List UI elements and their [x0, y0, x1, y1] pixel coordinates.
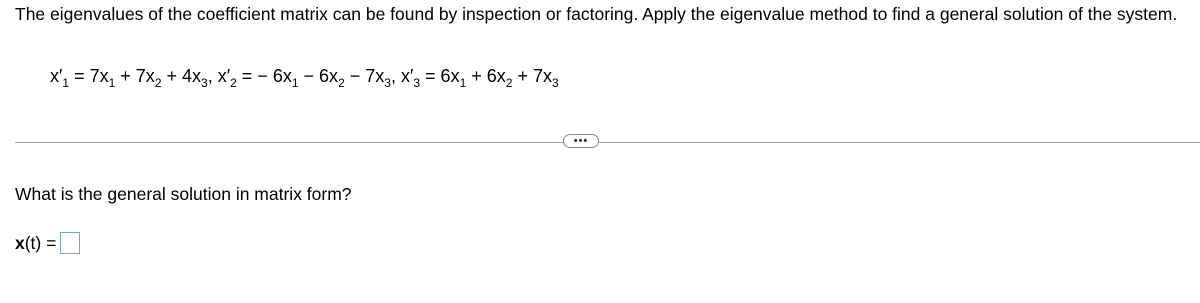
- divider-line: [15, 142, 1200, 143]
- eq-x2-prime: $x'_2$ = − $6x_1 - 6x_2 - 7x_3$: [217, 66, 391, 90]
- more-options-button[interactable]: •••: [563, 134, 599, 148]
- answer-input[interactable]: [60, 232, 80, 254]
- question-text: What is the general solution in matrix form?: [15, 184, 352, 204]
- answer-row: [15, 230, 80, 256]
- answer-label: [15, 233, 56, 254]
- divider: [15, 135, 1200, 147]
- answer-label-vector: x: [15, 232, 25, 253]
- problem-prompt: The eigenvalues of the coefficient matrix can be found by inspection or factoring. Apply the eigenvalue method to find a general solution of the system.: [15, 4, 1178, 24]
- eq-x3-prime: $x'_3 = 6x_1 + 6x_2 + 7x_3$: [400, 66, 559, 90]
- system-equation: $x'_1 = 7x_1 + 7x_2 + 4x_3$, $x'_2$ = − $6x_1 - 6x_2 - 7x_3$, $x'_3 = 6x_1 + 6x_2 + 7x_3$: [50, 66, 559, 90]
- eq-x1-prime: $x'_1 = 7x_1 + 7x_2 + 4x_3$: [50, 66, 208, 90]
- answer-label-rest: (t) =: [24, 232, 57, 253]
